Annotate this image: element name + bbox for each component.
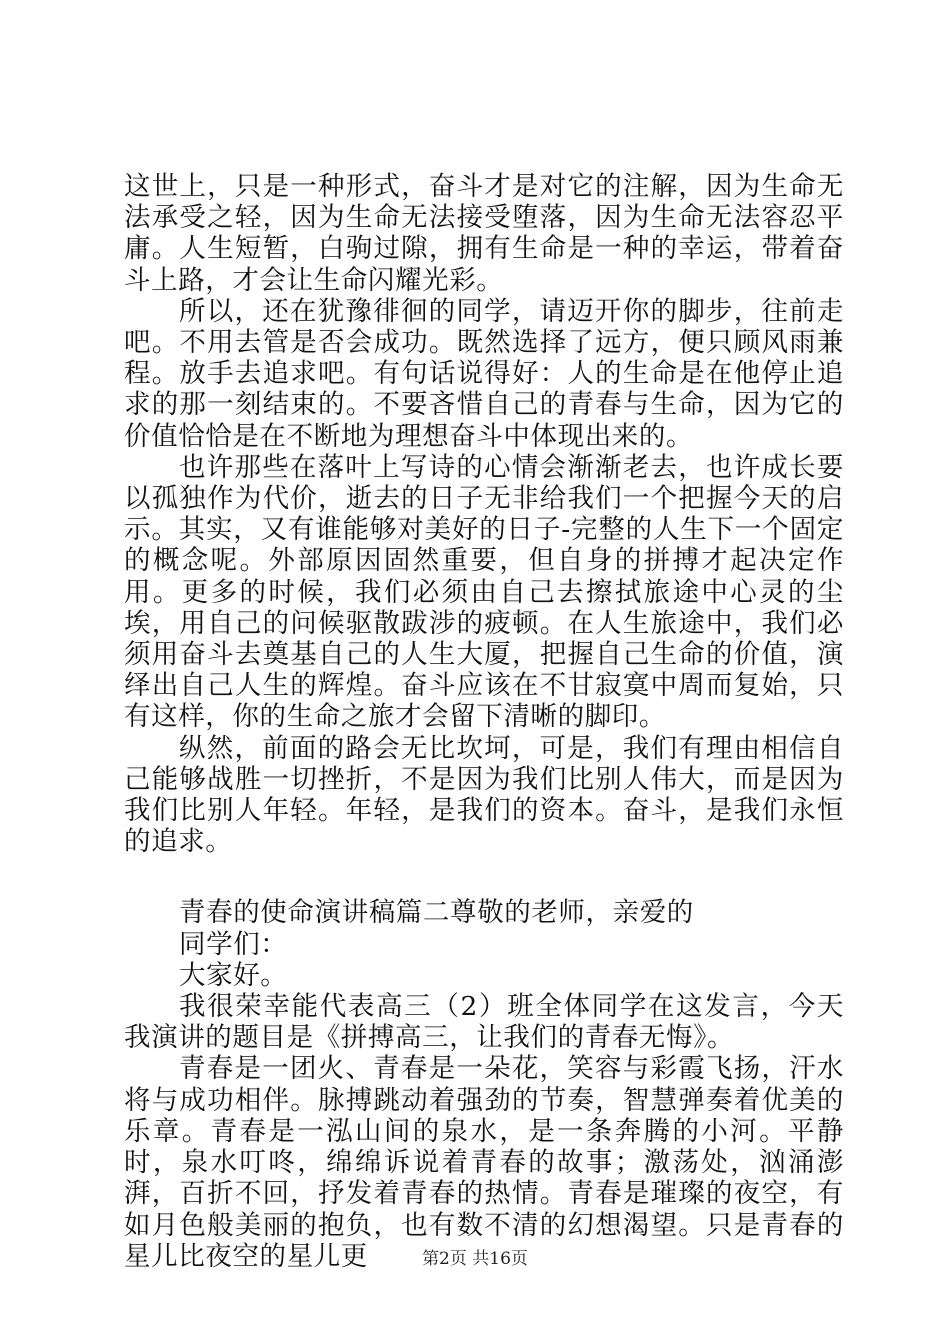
paragraph-2: 所以，还在犹豫徘徊的同学，请迈开你的脚步，往前走吧。不用去管是否会成功。既然选择了远方，便只顾风雨兼程。放手去追求吧。有句话说得好：人的生命是在他停止追求的那一刻结束的。不要吝惜自己的青春与生命，因为它的价值恰恰是在不断地为理想奋斗中体现出来的。 (124, 295, 844, 452)
greeting: 大家好。 (179, 959, 288, 991)
page-number-footer: 第2页 共16页 (422, 1249, 528, 1269)
paragraph-6: 青春是一团火、青春是一朵花，笑容与彩霞飞扬，汗水将与成功相伴。脉搏跳动着强劲的节奏，智慧弹奏着优美的乐章。青春是一泓山间的泉水，是一条奔腾的小河。平静时，泉水叮咚，绵绵诉说着青春的故事；激荡处，汹涌澎湃，百折不回，抒发着青春的热情。青春是璀璨的夜空，有如月色般美丽的抱负，也有数不清的幻想渴望。只是青春的星儿比夜空的星儿更 (124, 1053, 844, 1272)
paragraph-1: 这世上，只是一种形式，奋斗才是对它的注解，因为生命无法承受之轻，因为生命无法接受堕落，因为生命无法容忍平庸。人生短暂，白驹过隙，拥有生命是一种的幸运，带着奋斗上路，才会让生命闪耀光彩。 (124, 171, 844, 296)
paragraph-3: 也许那些在落叶上写诗的心情会渐渐老去，也许成长要以孤独作为代价，逝去的日子无非给我们一个把握今天的启示。其实，又有谁能够对美好的日子-完整的人生下一个固定的概念呢。外部原因固然重要，但自身的拼搏才起决定作用。更多的时候，我们必须由自己去擦拭旅途中心灵的尘埃，用自己的问候驱散跋涉的疲顿。在人生旅途中，我们必须用奋斗去奠基自己的人生大厦，把握自己生命的价值，演绎出自己人生的辉煌。奋斗应该在不甘寂寞中周而复始，只有这样，你的生命之旅才会留下清晰的脚印。 (124, 451, 844, 733)
salutation: 同学们： (179, 928, 288, 960)
paragraph-4: 纵然，前面的路会无比坎坷，可是，我们有理由相信自己能够战胜一切挫折，不是因为我们比别人伟大，而是因为我们比别人年轻。年轻，是我们的资本。奋斗，是我们永恒的追求。 (124, 732, 844, 858)
section-gap (124, 857, 844, 897)
paragraph-5: 我很荣幸能代表高三（2）班全体同学在这发言，今天我演讲的题目是《拼搏高三，让我们的青春无悔》。 (124, 991, 844, 1054)
document-body (124, 171, 844, 1272)
section-heading: 青春的使命演讲稿篇二尊敬的老师，亲爱的 (179, 897, 694, 929)
